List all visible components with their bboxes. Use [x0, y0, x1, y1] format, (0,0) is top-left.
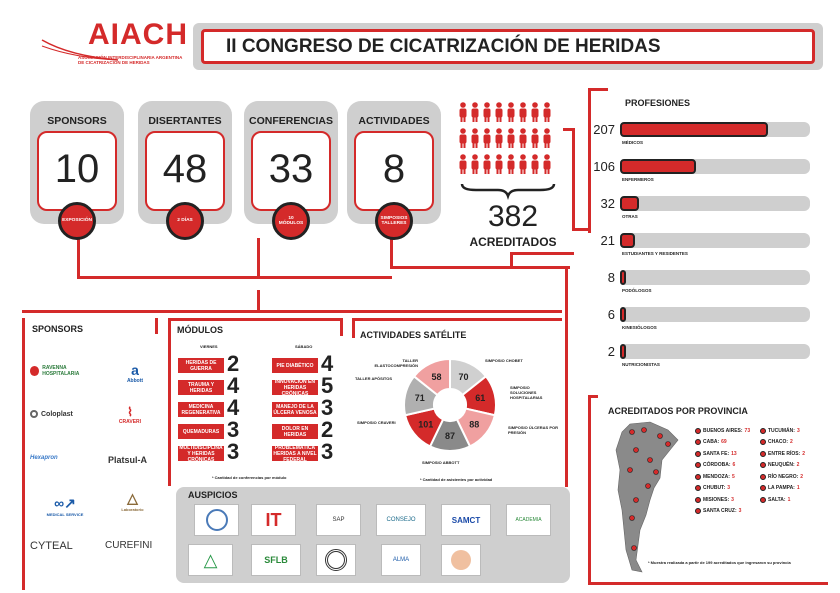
modules-friday: VIERNES — [200, 344, 218, 349]
sponsor-logo: RAVENNA HOSPITALARIA — [30, 365, 100, 377]
connector — [22, 318, 25, 590]
profession-value: 106 — [593, 159, 615, 174]
module-label: HERIDAS DE GUERRA — [177, 357, 225, 374]
province-name: RÍO NEGRO: — [768, 473, 799, 480]
pin-icon — [695, 485, 701, 491]
sponsor-logo: CYTEAL — [30, 540, 73, 552]
province-value: 6 — [732, 462, 736, 469]
donut-slice-value: 58 — [431, 372, 442, 383]
sponsor-logo: CUREFINI — [105, 540, 153, 551]
sponsor-logo: a Abbott — [126, 362, 144, 384]
province-item — [695, 471, 765, 483]
profession-value: 207 — [593, 122, 615, 137]
sponsor-logo: Hexapron — [30, 455, 58, 461]
title-panel — [193, 23, 823, 70]
stat-card-value: 8 — [382, 147, 406, 191]
modules-title: MÓDULOS — [177, 325, 223, 335]
province-name: CÓRDOBA: — [703, 462, 731, 469]
profession-row — [590, 118, 815, 148]
province-value: 13 — [731, 450, 737, 457]
pin-icon — [760, 497, 766, 503]
province-name: SALTA: — [768, 496, 786, 503]
profession-bar-track — [620, 344, 810, 359]
stat-card-title: ACTIVIDADES — [358, 115, 430, 127]
professions-title: PROFESIONES — [625, 98, 691, 108]
profession-label: ESTUDIANTES Y RESIDENTES — [622, 251, 688, 256]
modules-saturday-list — [271, 351, 341, 476]
module-label: PROBLEMÁTICA HERIDAS A NIVEL FEDERAL — [271, 445, 319, 462]
modules-saturday: SÁBADO — [295, 344, 313, 349]
module-label: MANEJO DE LA ÚLCERA VENOSA — [271, 401, 319, 418]
pin-icon — [760, 474, 766, 480]
auspicio-logo — [194, 504, 239, 536]
province-item — [760, 460, 825, 472]
stat-card-speakers — [138, 101, 232, 224]
module-count: 3 — [321, 439, 334, 464]
connector — [22, 310, 562, 313]
profession-bar-track — [620, 159, 810, 174]
logo-text: AIACH — [88, 18, 188, 51]
module-label: MEDICINA REGENERATIVA — [177, 401, 225, 418]
module-count: 2 — [321, 417, 334, 442]
stat-card-title: DISERTANTES — [148, 115, 222, 127]
auspicio-logo: ALMA — [381, 544, 421, 576]
connector — [340, 318, 343, 336]
auspicios-panel — [176, 487, 570, 583]
pin-icon — [695, 428, 701, 434]
donut-slice-value: 70 — [458, 372, 469, 383]
stat-card-activities — [347, 101, 441, 224]
module-count: 3 — [227, 439, 240, 464]
province-value: 2 — [800, 473, 804, 480]
sponsor-logo: ∞↗ MEDICAL SERVICE — [46, 495, 84, 517]
province-name: MENDOZA: — [703, 473, 730, 480]
stat-card-badge: EXPOSICIÓN — [58, 202, 96, 240]
profession-bar-track — [620, 270, 810, 285]
profession-row — [590, 303, 815, 333]
province-item — [760, 425, 825, 437]
module-count: 3 — [227, 417, 240, 442]
professions-list — [590, 118, 815, 383]
profession-bar-track — [620, 196, 810, 211]
profession-row — [590, 155, 815, 185]
province-name: LA PAMPA: — [768, 485, 795, 492]
province-item — [760, 483, 825, 495]
profession-label: ENFERMEROS — [622, 177, 654, 182]
province-item — [760, 471, 825, 483]
stat-card-badge: 10 MÓDULOS — [272, 202, 310, 240]
pin-icon — [760, 462, 766, 468]
province-value: 1 — [787, 496, 791, 503]
donut-slice-value: 101 — [418, 419, 434, 430]
module-label: MULTIDISCIPLINA Y HERIDAS CRÓNICAS — [177, 445, 225, 462]
modules-friday-list — [177, 351, 247, 476]
provinces-col1 — [695, 425, 765, 517]
province-name: SANTA CRUZ: — [703, 508, 737, 515]
connector — [510, 252, 574, 255]
stat-card-value: 33 — [268, 147, 314, 191]
auspicio-logo: △ — [188, 544, 233, 576]
accredited-value: 382 — [487, 200, 539, 233]
province-name: ENTRE RÍOS: — [768, 450, 801, 457]
province-name: TUCUMÁN: — [768, 427, 795, 434]
province-name: CHACO: — [768, 439, 788, 446]
province-name: SANTA FE: — [703, 450, 730, 457]
auspicio-logo: SAMCT — [441, 504, 491, 536]
module-count: 4 — [321, 351, 334, 376]
profession-bar-fill — [620, 307, 626, 322]
module-row — [271, 439, 341, 464]
connector — [77, 276, 392, 279]
connector — [257, 238, 260, 278]
province-value: 73 — [744, 427, 751, 434]
profession-bar-fill — [620, 196, 639, 211]
pin-icon — [760, 485, 766, 491]
province-item — [695, 437, 765, 449]
sponsor-logo: Platsul-A — [108, 455, 148, 465]
connector — [352, 318, 355, 338]
province-item — [695, 448, 765, 460]
profession-bar-track — [620, 307, 810, 322]
module-label: PIE DIABÉTICO — [271, 357, 319, 374]
province-item — [695, 483, 765, 495]
sponsor-logo: ⌇ CRAVERI — [118, 405, 142, 425]
profession-bar-fill — [620, 122, 768, 137]
connector — [565, 266, 568, 486]
profession-value: 2 — [607, 344, 615, 359]
province-value: 69 — [721, 439, 727, 446]
auspicio-logo: SFLB — [251, 544, 301, 576]
profession-row — [590, 340, 815, 370]
donut-slice-value: 71 — [414, 393, 425, 404]
sponsors-title: SPONSORS — [32, 324, 84, 334]
profession-label: MÉDICOS — [622, 140, 644, 145]
satellite-footnote: * Cantidad de asistentes por actividad — [420, 477, 493, 482]
argentina-map — [610, 420, 685, 575]
profession-row — [590, 266, 815, 296]
province-value: 3 — [738, 508, 742, 515]
profession-bar-track — [620, 122, 810, 137]
donut-slice-value: 88 — [469, 419, 480, 430]
connector — [572, 128, 575, 230]
module-label: TRAUMA Y HERIDAS — [177, 379, 225, 396]
connector — [390, 266, 570, 269]
pin-icon — [695, 451, 701, 457]
auspicio-logo: SAP — [316, 504, 361, 536]
province-item — [695, 425, 765, 437]
province-name: MISIONES: — [703, 496, 730, 503]
province-value: 2 — [790, 439, 793, 446]
stat-card-title: CONFERENCIAS — [248, 115, 333, 127]
province-item — [695, 506, 765, 518]
logo-subtitle-1: ASOCIACIÓN INTERDISCIPLINARIA ARGENTINA — [78, 55, 183, 60]
province-value: 1 — [796, 485, 800, 492]
province-value: 3 — [731, 496, 734, 503]
satellite-label: SIMPOSIO SOLUCIONES HOSPITALARIAS — [510, 385, 543, 400]
auspicio-logo: IT — [251, 504, 296, 536]
auspicio-logo — [441, 544, 481, 576]
pin-icon — [695, 474, 701, 480]
connector — [352, 318, 562, 321]
stat-card-title: SPONSORS — [47, 115, 107, 127]
profession-label: PODÓLOGOS — [622, 288, 652, 293]
connector — [257, 290, 260, 312]
province-item — [760, 437, 825, 449]
provinces-border — [588, 395, 591, 585]
module-count: 3 — [321, 395, 334, 420]
connector — [155, 318, 158, 334]
connector — [77, 238, 80, 278]
logo — [40, 18, 190, 73]
province-value: 2 — [802, 450, 806, 457]
modules-footnote: * Cantidad de conferencias por módulo — [212, 475, 287, 480]
profession-bar-fill — [620, 159, 696, 174]
page-title: II CONGRESO DE CICATRIZACIÓN DE HERIDAS — [201, 29, 815, 64]
accredited-label: ACREDITADOS — [469, 235, 557, 249]
provinces-footnote: * Muestra realizada a partir de 199 acreditados que ingresaron su provincia — [648, 560, 791, 565]
sponsor-logo: △ Laboratorio — [121, 490, 144, 512]
connector — [390, 238, 393, 268]
profession-label: NUTRICIONISTAS — [622, 362, 660, 367]
people-icons — [456, 100, 566, 200]
province-item — [695, 460, 765, 472]
module-count: 4 — [227, 373, 240, 398]
auspicio-logo — [316, 544, 356, 576]
donut-slice-value: 61 — [475, 393, 486, 404]
stat-card-badge: 2 DÍAS — [166, 202, 204, 240]
province-value: 5 — [731, 473, 735, 480]
logo-subtitle-2: DE CICATRIZACIÓN DE HERIDAS — [78, 60, 150, 65]
satellite-label: SIMPOSIO ÚLCERAS POR PRESIÓN — [508, 425, 559, 435]
satellite-label: SIMPOSIO CRAVERI — [357, 420, 396, 425]
provinces-title: ACREDITADOS POR PROVINCIA — [608, 406, 748, 416]
satellite-label: TALLER ELASTOCOMPRESIÓN — [374, 358, 418, 368]
stat-card-value: 10 — [54, 147, 100, 191]
module-label: INNOVACIÓN EN HERIDAS CRÓNICAS — [271, 379, 319, 396]
profession-value: 32 — [600, 196, 615, 211]
profession-bar-fill — [620, 233, 635, 248]
satellite-label: SIMPOSIO ABBOTT — [422, 460, 460, 465]
satellite-label: TALLER APÓSITOS — [355, 376, 393, 381]
satellite-title: ACTIVIDADES SATÉLITE — [360, 330, 467, 340]
connector — [572, 228, 588, 231]
pin-icon — [760, 439, 766, 445]
pin-icon — [695, 497, 701, 503]
province-value: 2 — [796, 462, 800, 469]
module-label: DOLOR EN HERIDAS — [271, 423, 319, 440]
stat-card-sponsors — [30, 101, 124, 224]
connector — [168, 318, 343, 321]
auspicio-logo: ACADEMIA — [506, 504, 551, 536]
profession-bar-track — [620, 233, 810, 248]
province-item — [695, 494, 765, 506]
sponsor-logo: Coloplast — [30, 410, 100, 418]
module-count: 2 — [227, 351, 240, 376]
stat-card-conferences — [244, 101, 338, 224]
profession-label: OTRAS — [622, 214, 638, 219]
auspicio-logo: CONSEJO — [376, 504, 426, 536]
profession-label: KINESIÓLOGOS — [622, 325, 657, 330]
donut-hole — [435, 390, 465, 420]
province-name: NEUQUÉN: — [768, 462, 795, 469]
satellite-donut-chart — [400, 355, 500, 455]
provinces-col2 — [760, 425, 825, 506]
profession-bar-fill — [620, 270, 626, 285]
module-count: 5 — [321, 373, 334, 398]
stat-card-value: 48 — [162, 147, 208, 191]
donut-slice-value: 87 — [444, 431, 456, 441]
province-item — [760, 448, 825, 460]
province-value: 3 — [727, 485, 731, 492]
profession-bar-fill — [620, 344, 626, 359]
province-value: 3 — [796, 427, 800, 434]
module-count: 4 — [227, 395, 240, 420]
profession-row — [590, 229, 815, 259]
province-name: CABA: — [703, 439, 720, 446]
province-name: CHUBUT: — [703, 485, 726, 492]
pin-icon — [695, 439, 701, 445]
satellite-label: SIMPOSIO CHOBET — [485, 358, 523, 363]
pin-icon — [760, 428, 766, 434]
profession-value: 6 — [607, 307, 615, 322]
profession-value: 21 — [600, 233, 615, 248]
province-name: BUENOS AIRES: — [703, 427, 743, 434]
auspicios-title: AUSPICIOS — [188, 490, 238, 500]
profession-row — [590, 192, 815, 222]
module-row — [177, 439, 247, 464]
module-label: QUEMADURAS — [177, 423, 225, 440]
province-item — [760, 494, 825, 506]
pin-icon — [695, 508, 701, 514]
pin-icon — [695, 462, 701, 468]
stat-card-badge: SIMPOSIOS TALLERES — [375, 202, 413, 240]
pin-icon — [760, 451, 766, 457]
connector — [168, 318, 171, 486]
profession-value: 8 — [607, 270, 615, 285]
